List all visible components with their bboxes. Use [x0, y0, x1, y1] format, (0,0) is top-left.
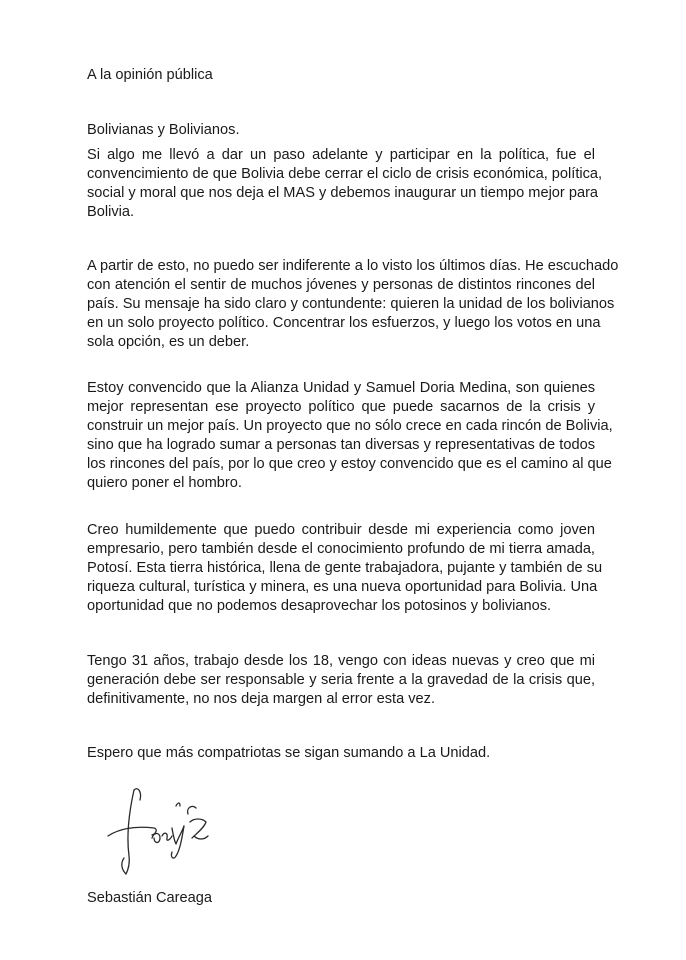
paragraph-line: riqueza cultural, turística y minera, es una nueva oportunidad para Bolivia. Una: [87, 579, 598, 595]
paragraph-line: definitivamente, no nos deja margen al error esta vez.: [87, 691, 436, 707]
paragraph-line: Estoy convencido que la Alianza Unidad y Samuel Doria Medina, son quienes: [87, 380, 595, 396]
paragraph-line: los rincones del país, por lo que creo y estoy convencido que es el camino al que: [87, 456, 612, 472]
paragraph-line: generación debe ser responsable y seria frente a la gravedad de la crisis que,: [87, 672, 595, 688]
paragraph-line: sino que ha logrado sumar a personas tan diversas y representativas de todos: [87, 437, 595, 453]
paragraph-line: A partir de esto, no puedo ser indiferente a lo visto los últimos días. He escuchado: [87, 258, 619, 274]
paragraph-2: [87, 257, 619, 352]
paragraph-line: oportunidad que no podemos desaprovechar los potosinos y bolivianos.: [87, 598, 552, 614]
paragraph-line: construir un mejor país. Un proyecto que no sólo crece en cada rincón de Bolivia,: [87, 418, 613, 434]
paragraph-line: sola opción, es un deber.: [87, 334, 250, 350]
paragraph-line: Creo humildemente que puedo contribuir desde mi experiencia como joven: [87, 522, 595, 538]
paragraph-5: [87, 652, 595, 709]
paragraph-line: Tengo 31 años, trabajo desde los 18, vengo con ideas nuevas y creo que mi: [87, 653, 595, 669]
paragraph-line: con atención el sentir de muchos jóvenes y personas de distintos rincones del: [87, 277, 595, 293]
paragraph-4: [87, 521, 603, 616]
paragraph-line: social y moral que nos deja el MAS y debemos inaugurar un tiempo mejor para: [87, 185, 599, 201]
paragraph-1: [87, 146, 603, 222]
signer-name: Sebastián Careaga: [87, 890, 212, 906]
greeting: Bolivianas y Bolivianos.: [87, 122, 240, 138]
paragraph-line: en un solo proyecto político. Concentrar los esfuerzos, y luego los votos en una: [87, 315, 601, 331]
paragraph-line: convencimiento de que Bolivia debe cerrar el ciclo de crisis económica, política,: [87, 166, 603, 182]
handwritten-signature: [96, 778, 216, 878]
paragraph-line: mejor representan ese proyecto político que puede sacarnos de la crisis y: [87, 399, 595, 415]
paragraph-line: Si algo me llevó a dar un paso adelante y participar en la política, fue el: [87, 147, 595, 163]
paragraph-line: quiero poner el hombro.: [87, 475, 242, 491]
paragraph-line: país. Su mensaje ha sido claro y contundente: quieren la unidad de los bolivianos: [87, 296, 615, 312]
closing-line: Espero que más compatriotas se sigan sumando a La Unidad.: [87, 745, 491, 761]
paragraph-line: Potosí. Esta tierra histórica, llena de gente trabajadora, pujante y también de su: [87, 560, 603, 576]
paragraph-line: empresario, pero también desde el conocimiento profundo de mi tierra amada,: [87, 541, 595, 557]
addressee: A la opinión pública: [87, 67, 213, 83]
paragraph-line: Bolivia.: [87, 204, 135, 220]
paragraph-3: [87, 379, 613, 493]
